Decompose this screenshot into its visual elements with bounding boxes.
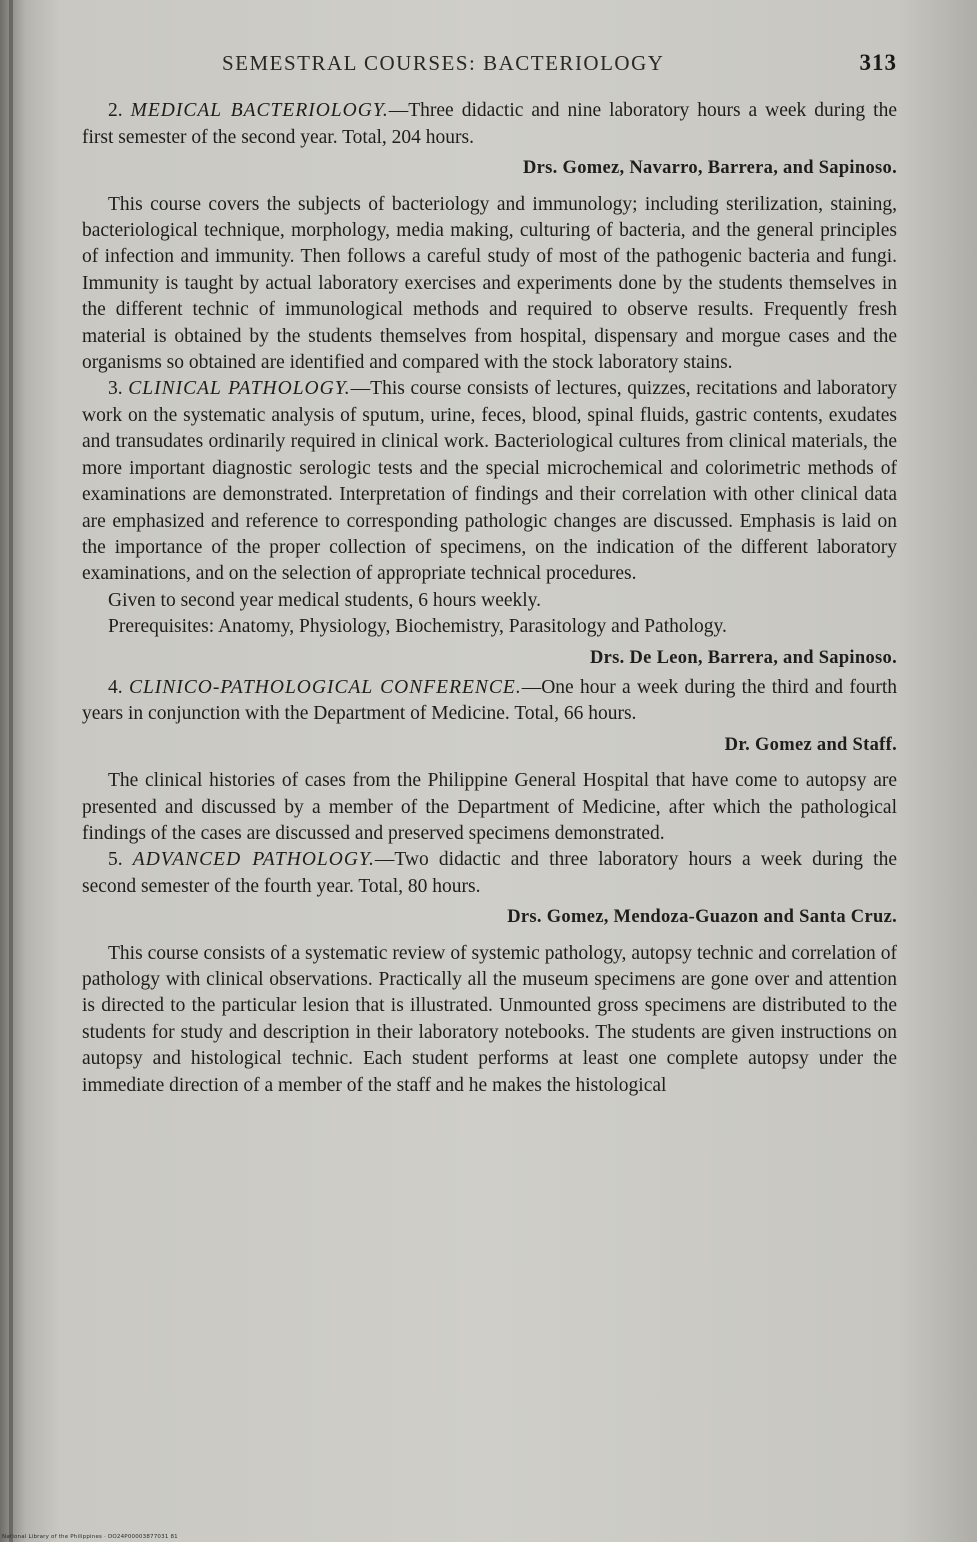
course-4-description: The clinical histories of cases from the Philippine General Hospital that have come to autopsy are presented and discussed by a member of the Department of Medicine, after which the pathological findings of the cases are discussed and preserved specimens demonstrated. (82, 770, 897, 844)
course-5-description: This course consists of a systematic review of systemic pathology, autopsy technic and correlation of pathology with clinical observations. Practically all the museum specimens are gone over and attention is directed to the particular lesion that is illustrated. Unmounted gross specimens are distributed to the students for study and description in their laboratory notebooks. The students are given instructions on autopsy and histological technic. Each student performs at least one complete autopsy under the immediate direction of a member of the staff and he makes the histological (82, 942, 897, 1096)
course-4-summary: —One hour a week during the third and fourth years in conjunction with the Department of Medicine. Total, 66 hours. (82, 676, 898, 725)
course-5-heading (82, 847, 897, 900)
course-3-instructors: Drs. De Leon, Barrera, and Sapinoso. (590, 647, 897, 668)
course-5-title: ADVANCED PATHOLOGY. (132, 849, 375, 871)
course-2-number: 2. (108, 100, 123, 122)
course-2-heading (82, 98, 897, 151)
course-4-title: CLINICO-PATHOLOGICAL CONFERENCE. (128, 676, 522, 698)
running-title: SEMESTRAL COURSES: BACTERIOLOGY (222, 51, 665, 75)
running-header (82, 50, 897, 76)
course-3-title: CLINICAL PATHOLOGY. (128, 378, 351, 400)
course-5-instructors: Drs. Gomez, Mendoza-Guazon and Santa Cruz. (507, 907, 897, 928)
course-5-summary: —Two didactic and three laboratory hours a week during the second semester of the fourth year. Total, 80 hours. (82, 849, 897, 897)
course-3-heading (82, 376, 897, 587)
course-2-description: This course covers the subjects of bacteriology and immunology; including sterilization, staining, bacteriological technique, morphology, media making, culturing of bacteria, and the general principles of infection and immunity. Then follows a careful study of most of the pathogenic bacteria and fungi. Immunity is taught by actual laboratory exercises and experiments done by the students themselves in the different technic of immunological methods and required to observe results. Frequently fresh material is obtained by the students themselves from hospital, dispensary and morgue cases and the organisms so obtained are identified and compared with the stock laboratory stains. (82, 193, 897, 374)
page-number: 313 (859, 50, 897, 75)
course-4-heading (82, 675, 897, 728)
scan-credit: National Library of the Philippines · DO24P00003877031 81 (2, 1534, 178, 1540)
course-2-summary: —Three didactic and nine laboratory hours a week during the first semester of the second year. Total, 204 hours. (82, 100, 897, 148)
course-3-prerequisites: Prerequisites: Anatomy, Physiology, Biochemistry, Parasitology and Pathology. (108, 616, 727, 638)
course-4-instructors: Dr. Gomez and Staff. (724, 734, 897, 755)
course-3-number: 3. (108, 378, 123, 400)
course-5-number: 5. (108, 849, 123, 871)
course-2-instructors: Drs. Gomez, Navarro, Barrera, and Sapinoso. (523, 158, 897, 179)
course-2-title: MEDICAL BACTERIOLOGY. (130, 100, 389, 122)
course-4-number: 4. (108, 676, 123, 698)
page-body (82, 50, 897, 1099)
course-3-given-to: Given to second year medical students, 6 hours weekly. (108, 589, 542, 611)
course-3-summary: —This course consists of lectures, quizzes, recitations and laboratory work on the systematic analysis of sputum, urine, feces, blood, spinal fluids, gastric contents, exudates and transudates ordinarily required in clinical work. Bacteriological cultures from clinical materials, the more important diagnostic serologic tests and the special microchemical and colorimetric methods of examinations are demonstrated. Interpretation of findings and their correlation with other clinical data are emphasized and reference to corresponding pathologic changes are discussed. Emphasis is laid on the importance of the proper collection of specimens, on the indication of the different laboratory examinations, and on the selection of appropriate technical procedures. (82, 378, 898, 585)
binding-shadow (9, 0, 13, 1542)
